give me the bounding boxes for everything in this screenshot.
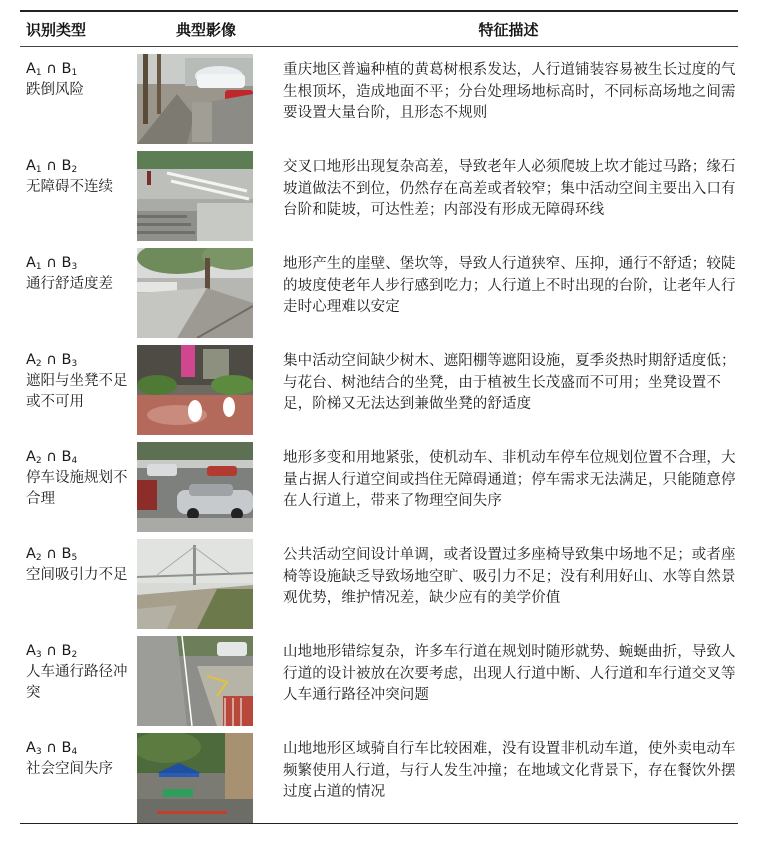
image-cell: [133, 532, 279, 629]
classification-table: [20, 10, 738, 824]
type-name: 通行舒适度差: [26, 276, 113, 292]
description-cell: [279, 532, 738, 629]
set-formula: $A_2$ ∩ $B_4$: [26, 449, 78, 466]
type-name: 无障碍不连续: [26, 179, 113, 195]
type-name: 社会空间失序: [26, 761, 113, 777]
table-row: [20, 144, 738, 241]
description-text: 重庆地区普遍种植的黄葛树根系发达，人行道铺装容易被生长过度的气生根顶坏，造成地面不平；分台处理场地标高时，不同标高场地之间需要设置大量台阶，且形态不规则: [283, 62, 736, 121]
set-formula: $A_2$ ∩ $B_5$: [26, 546, 78, 563]
description-text: 公共活动空间设计单调，或者设置过多座椅导致集中场地不足；或者座椅等设施缺乏导致场地空旷、吸引力不足；没有利用好山、水等自然景观优势，维护情况差，缺少应有的美学价值: [283, 547, 736, 606]
table-row: [20, 47, 738, 145]
description-text: 地形产生的崖壁、堡坎等，导致人行道狭窄、压抑，通行不舒适；较陡的坡度使老年人步行感到吃力；人行道上不时出现的台阶，让老年人行走时心理难以安定: [283, 256, 736, 315]
photo-plaza-planters: [137, 345, 253, 435]
description-cell: [279, 338, 738, 435]
photo-bridge-open-space: [137, 539, 253, 629]
table-row: [20, 629, 738, 726]
type-cell: [20, 726, 133, 824]
photo-street-stalls: [137, 733, 253, 823]
table-row: [20, 338, 738, 435]
description-cell: [279, 241, 738, 338]
photo-crossing-steps: [137, 151, 253, 241]
description-text: 山地地形区域骑自行车比较困难，没有设置非机动车道，使外卖电动车频繁使用人行道，与行人发生冲撞；在地域文化背景下，存在餐饮外摆过度占道的情况: [283, 741, 736, 800]
set-formula: $A_1$ ∩ $B_3$: [26, 255, 78, 272]
photo-cars-on-sidewalk: [137, 442, 253, 532]
type-name: 跌倒风险: [26, 82, 84, 98]
description-cell: [279, 629, 738, 726]
image-cell: [133, 241, 279, 338]
table-row: [20, 241, 738, 338]
photo-narrow-sidewalk-trees: [137, 248, 253, 338]
type-name: 遮阳与坐凳不足或不可用: [26, 373, 128, 410]
table-header-row: [20, 11, 738, 47]
set-formula: $A_3$ ∩ $B_2$: [26, 643, 78, 660]
description-cell: [279, 47, 738, 145]
type-name: 人车通行路径冲突: [26, 664, 128, 701]
type-cell: [20, 532, 133, 629]
description-text: 地形多变和用地紧张，使机动车、非机动车停车位规划位置不合理，大量占据人行道空间或挡住无障碍通道；停车需求无法满足，只能随意停在人行道上，带来了物理空间失序: [283, 450, 736, 509]
set-formula: $A_1$ ∩ $B_2$: [26, 158, 78, 175]
set-formula: $A_1$ ∩ $B_1$: [26, 61, 78, 78]
header-image: 典型影像: [133, 11, 279, 47]
image-cell: [133, 726, 279, 824]
set-formula: $A_3$ ∩ $B_4$: [26, 740, 78, 757]
type-cell: [20, 47, 133, 145]
header-description: 特征描述: [279, 11, 738, 47]
type-name: 空间吸引力不足: [26, 567, 128, 583]
description-cell: [279, 435, 738, 532]
image-cell: [133, 338, 279, 435]
table-row: [20, 435, 738, 532]
description-text: 山地地形错综复杂，许多车行道在规划时随形就势、蜿蜒曲折，导致人行道的设计被放在次要考虑，出现人行道中断、人行道和车行道交叉等人车通行路径冲突问题: [283, 644, 736, 703]
table-row: [20, 532, 738, 629]
description-text: 交叉口地形出现复杂高差，导致老年人必须爬坡上坎才能过马路；缘石坡道做法不到位，仍然存在高差或者较窄；集中活动空间主要出入口有台阶和陡坡，可达性差；内部没有形成无障碍环线: [283, 159, 736, 218]
image-cell: [133, 144, 279, 241]
type-cell: [20, 338, 133, 435]
description-cell: [279, 144, 738, 241]
image-cell: [133, 435, 279, 532]
type-cell: [20, 144, 133, 241]
photo-winding-road: [137, 636, 253, 726]
set-formula: $A_2$ ∩ $B_3$: [26, 352, 78, 369]
table-row: [20, 726, 738, 824]
photo-street-trees-parking: [137, 54, 253, 144]
type-cell: [20, 435, 133, 532]
description-cell: [279, 726, 738, 824]
image-cell: [133, 629, 279, 726]
type-name: 停车设施规划不合理: [26, 470, 128, 507]
type-cell: [20, 629, 133, 726]
type-cell: [20, 241, 133, 338]
image-cell: [133, 47, 279, 145]
description-text: 集中活动空间缺少树木、遮阳棚等遮阳设施，夏季炎热时期舒适度低；与花台、树池结合的坐凳，由于植被生长茂盛而不可用；坐凳设置不足，阶梯又无法达到兼做坐凳的舒适度: [283, 353, 736, 412]
header-type: 识别类型: [20, 11, 133, 47]
